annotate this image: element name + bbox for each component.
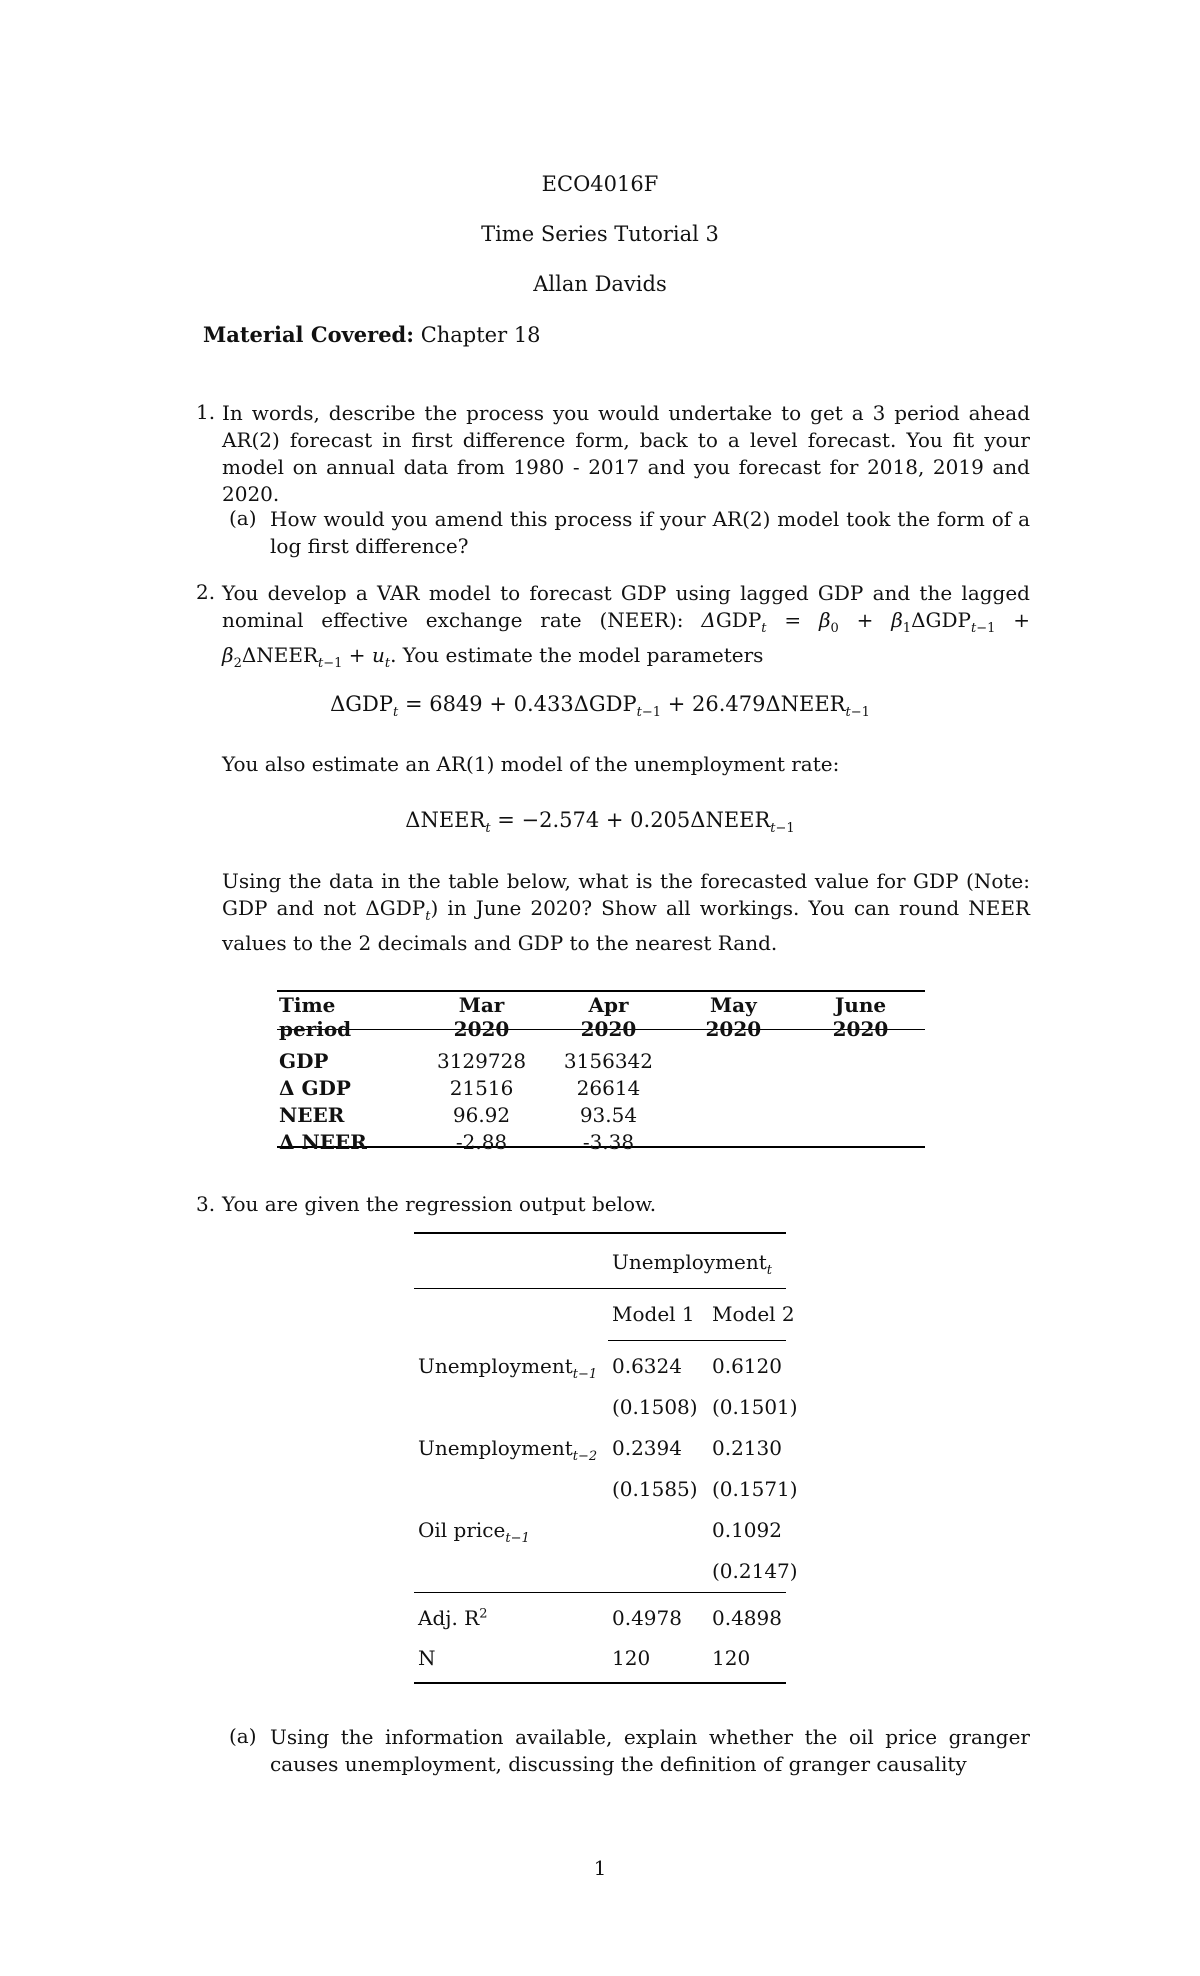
page-number: 1	[593, 1856, 607, 1880]
coef-cell: 0.6324	[612, 1354, 682, 1378]
dep-var-header: Unemployment$_t$	[612, 1250, 773, 1278]
cell: -2.88	[455, 1129, 508, 1154]
reg-stats-rule	[414, 1592, 786, 1593]
cell	[671, 1047, 796, 1074]
se-cell: (0.1501)	[712, 1395, 798, 1419]
row-label: Δ GDP	[279, 1075, 351, 1100]
col-may-2020: May 2020	[705, 993, 762, 1041]
q2-intro	[222, 580, 1030, 677]
var-subscript: t−1	[572, 1367, 598, 1382]
q2-question-part1: Using the data in the table below, what is the forecasted value for GDP (Note: GDP and not	[222, 869, 1030, 920]
se-cell: (0.2147)	[712, 1559, 798, 1583]
reg-row-label	[418, 1354, 597, 1382]
adj-r2-m2: 0.4898	[712, 1606, 782, 1630]
model-1-header: Model 1	[612, 1302, 695, 1326]
cell	[796, 1101, 925, 1128]
coef-cell: 0.2394	[612, 1436, 682, 1460]
cell	[671, 1128, 796, 1155]
reg-row-label	[418, 1436, 597, 1464]
cell	[671, 1074, 796, 1101]
cell: 3156342	[563, 1048, 653, 1073]
row-label: Δ NEER	[279, 1129, 367, 1154]
material-value: Chapter 18	[420, 323, 541, 347]
cell: 96.92	[452, 1102, 511, 1127]
col-mar-2020: Mar 2020	[453, 993, 510, 1041]
delta-gdp-symbol: $\Delta GDP_t$	[365, 896, 431, 924]
row-label: GDP	[279, 1048, 329, 1073]
q3a-text: Using the information available, explain whether the oil price granger causes unemployment, discussing the definition of granger causality	[270, 1725, 1030, 1776]
var-subscript: t−1	[505, 1531, 530, 1546]
var-name: Unemployment	[418, 1436, 573, 1460]
table-row	[277, 1074, 925, 1101]
q3-text: You are given the regression output below.	[222, 1192, 657, 1216]
col-time-period: Time period	[279, 993, 352, 1041]
q2-intro-part1: You develop a VAR model to forecast GDP using lagged GDP and the lagged nominal effective exchange rate (NEER):	[222, 581, 1030, 632]
table-row	[277, 1047, 925, 1074]
cell	[796, 1047, 925, 1074]
gdp-estimated-equation: $\Delta GDP_t = 6849 + 0.433\Delta GDP_{t-1}$ + $26.479\Delta NEER_{t-1}$	[330, 692, 870, 721]
table-row	[277, 1128, 925, 1155]
q1-text: In words, describe the process you would undertake to get a 3 period ahead AR(2) forecast in first difference form, back to a level forecast. You fit your model on annual data from 1980 - 2017 and you forecast for 2018, 2019 and 2020.	[222, 401, 1030, 506]
reg-dep-rule	[414, 1288, 786, 1289]
var-subscript: t−2	[572, 1449, 598, 1464]
q3-number: 3.	[196, 1192, 216, 1216]
tutorial-title: Time Series Tutorial 3	[481, 222, 719, 246]
n-m1: 120	[612, 1646, 651, 1670]
q3a-number: (a)	[229, 1724, 257, 1748]
reg-model-rule	[608, 1340, 786, 1341]
cell: 21516	[449, 1075, 514, 1100]
reg-top-rule	[414, 1232, 786, 1234]
var-name: Unemployment	[418, 1354, 573, 1378]
model-2-header: Model 2	[712, 1302, 795, 1326]
table1-header-row	[277, 993, 925, 1041]
dep-var-label: Unemployment	[612, 1250, 767, 1274]
col-apr-2020: Apr 2020	[580, 993, 637, 1041]
q1-number: 1.	[196, 400, 216, 424]
material-label: Material Covered:	[203, 322, 414, 347]
course-code: ECO4016F	[541, 172, 659, 196]
cell	[671, 1101, 796, 1128]
cell: 93.54	[579, 1102, 638, 1127]
reg-bottom-rule	[414, 1682, 786, 1684]
material-covered	[203, 322, 541, 347]
adj-r2-label: Adj. $R^2$	[418, 1606, 488, 1630]
col-june-2020: June 2020	[832, 993, 889, 1041]
coef-cell: 0.1092	[712, 1518, 782, 1542]
coef-cell: 0.6120	[712, 1354, 782, 1378]
se-cell: (0.1585)	[612, 1477, 698, 1501]
table1-top-rule	[277, 990, 925, 992]
adj-r2-m1: 0.4978	[612, 1606, 682, 1630]
neer-estimated-equation: $\Delta NEER_t = -2.574$ + $0.205\Delta NEER_{t-1}$	[405, 808, 795, 837]
cell	[796, 1128, 925, 1155]
se-cell: (0.1571)	[712, 1477, 798, 1501]
n-label: N	[418, 1646, 436, 1670]
cell: 26614	[576, 1075, 641, 1100]
n-m2: 120	[712, 1646, 751, 1670]
row-label: NEER	[279, 1102, 345, 1127]
q2-intro-part2: . You estimate the model parameters	[390, 643, 764, 667]
se-cell: (0.1508)	[612, 1395, 698, 1419]
adj-r2-text: Adj. R	[418, 1606, 480, 1630]
q1a-text: How would you amend this process if your AR(2) model took the form of a log first difference?	[270, 507, 1030, 558]
q2-question	[222, 868, 1030, 957]
q2-number: 2.	[196, 580, 216, 604]
table-row	[277, 1101, 925, 1128]
reg-row-label	[418, 1518, 530, 1546]
q1a-number: (a)	[229, 506, 257, 530]
var-equation-inline: $\Delta GDP_t = \beta_0 + \beta_1\Delta GDP_{t-1}$ + $\beta_2\Delta NEER_{t-1} + u_t$	[222, 608, 1030, 671]
cell: -3.38	[582, 1129, 635, 1154]
cell: 3129728	[436, 1048, 527, 1073]
author: Allan Davids	[533, 272, 667, 296]
cell	[796, 1074, 925, 1101]
ar1-intro: You also estimate an AR(1) model of the unemployment rate:	[222, 752, 840, 776]
coef-cell: 0.2130	[712, 1436, 782, 1460]
var-name: Oil price	[418, 1518, 506, 1542]
q2-question-part2: ) in June 2020? Show all workings. You can round NEER values to the 2 decimals and GDP to the nearest Rand.	[222, 896, 1030, 955]
gdp-neer-table	[277, 993, 925, 1155]
